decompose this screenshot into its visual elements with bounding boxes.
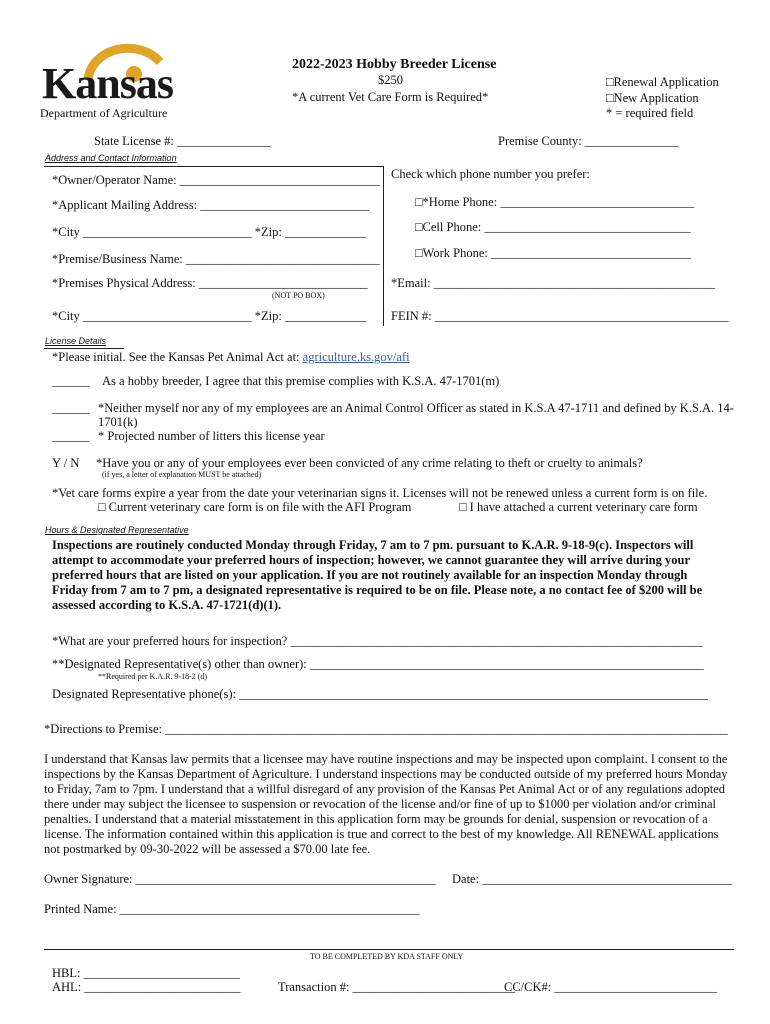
directions-field[interactable]: *Directions to Premise: __________________________________________________________________________________________	[44, 722, 728, 736]
hbl-field[interactable]: HBL: _________________________	[52, 966, 240, 980]
initial-note	[52, 350, 410, 365]
no-po-box-note: (NOT PO BOX)	[272, 291, 325, 300]
work-phone-field[interactable]: □Work Phone: ________________________________	[415, 246, 691, 260]
initial-blank-2[interactable]: ______	[52, 401, 90, 415]
initial-note-text: *Please initial. See the Kansas Pet Animal Act at:	[52, 350, 303, 364]
kda-logo	[38, 40, 173, 122]
license-section-rule	[44, 348, 124, 349]
logo-department: Department of Agriculture	[40, 106, 168, 120]
mailing-city-zip-field[interactable]: *City ___________________________ *Zip: _____________	[52, 225, 367, 239]
premise-county-field[interactable]: Premise County: _______________	[498, 134, 679, 148]
vet-form-requirement: *A current Vet Care Form is Required*	[292, 90, 489, 104]
form-title: 2022-2023 Hobby Breeder License	[292, 57, 497, 72]
email-field[interactable]: *Email: _____________________________________________	[391, 276, 715, 290]
owner-signature-field[interactable]: Owner Signature: ________________________________________________	[44, 872, 436, 886]
projected-litters-statement: * Projected number of litters this license year	[98, 429, 325, 443]
designated-rep-phone-field[interactable]: Designated Representative phone(s): ___________________________________________________________________________	[52, 687, 708, 701]
owner-name-field[interactable]: *Owner/Operator Name: ________________________________	[52, 173, 380, 187]
premise-name-field[interactable]: *Premise/Business Name: _______________________________	[52, 252, 380, 266]
address-section-rule	[44, 166, 384, 167]
fein-field[interactable]: FEIN #: _______________________________________________	[391, 309, 729, 323]
hobby-breeder-agreement: As a hobby breeder, I agree that this premise complies with K.S.A. 47-1701(m)	[102, 374, 500, 388]
yes-no-choice[interactable]: Y / N	[52, 456, 80, 470]
vet-form-attached-checkbox[interactable]: □ I have attached a current veterinary care form	[459, 500, 698, 514]
address-column-divider	[383, 166, 384, 326]
address-section-heading: Address and Contact Information	[45, 153, 177, 163]
staff-section-rule	[44, 949, 734, 950]
renewal-application-checkbox[interactable]: □Renewal Application	[606, 75, 719, 89]
vet-care-note: *Vet care forms expire a year from the date your veterinarian signs it. Licenses will not be renewed unless a current form is on file.	[52, 486, 708, 500]
cc-ck-field[interactable]: CC/CK#: __________________________	[504, 980, 717, 994]
initial-blank-3[interactable]: ______	[52, 429, 90, 443]
inspection-hours-paragraph: Inspections are routinely conducted Monday through Friday, 7 am to 7 pm. pursuant to K.A.R. 9-18-9(c). Inspectors will attempt to accommodate your preferred hours of inspection; however, we cannot guarantee they will arrive during your preferred hours that are listed on your application. If you are not routinely available for an inspection Monday through Friday from 7 am to 7 pm, a designated representative is required to be on file. Please note, a no contact fee of $200 will be assessed according to K.S.A. 47-1721(d)(1).	[52, 538, 703, 612]
designated-rep-field[interactable]: **Designated Representative(s) other than owner): _______________________________________________________________	[52, 657, 704, 671]
required-field-note: * = required field	[606, 106, 694, 120]
transaction-field[interactable]: Transaction #: __________________________	[278, 980, 516, 994]
license-fee: $250	[378, 73, 403, 87]
conviction-question: *Have you or any of your employees ever been convicted of any crime relating to theft or cruelty to animals?	[96, 456, 643, 470]
state-license-field[interactable]: State License #: _______________	[94, 134, 271, 148]
phone-preference-prompt: Check which phone number you prefer:	[391, 167, 590, 181]
mailing-address-field[interactable]: *Applicant Mailing Address: ___________________________	[52, 198, 369, 212]
new-application-checkbox[interactable]: □New Application	[606, 91, 699, 105]
logo-wordmark: Kansas	[42, 59, 173, 108]
license-section-heading: License Details	[45, 336, 107, 346]
preferred-hours-field[interactable]: *What are your preferred hours for inspection? __________________________________________________________________	[52, 634, 703, 648]
home-phone-field[interactable]: □*Home Phone: _______________________________	[415, 195, 695, 209]
required-per-note: **Required per K.A.R. 9-18-2 (d)	[98, 672, 208, 681]
ahl-field[interactable]: AHL: _________________________	[52, 980, 241, 994]
animal-control-statement: *Neither myself nor any of my employees are an Animal Control Officer as stated in K.S.A 47-1711 and defined by K.S.A. 14-1701(k)	[98, 401, 734, 429]
signature-date-field[interactable]: Date: ________________________________________	[452, 872, 733, 886]
consent-paragraph: I understand that Kansas law permits that a licensee may have routine inspections and may be inspected upon complaint. I consent to the inspections by the Kansas Department of Agriculture. I understand inspections may be conducted outside of my preferred hours Monday to Friday, 7am to 7pm. I understand that a willful disregard of any provision of the Kansas Pet Animal Act or of any regulations adopted there under may subject the licensee to suspension or revocation of the license and/or fine of up to $1000 per violation and/or criminal penalties. I understand that a material misstatement in this application form may be grounds for denial, suspension or revocation of a license. The information contained within this application is true and correct to the best of my knowledge. All RENEWAL applications not postmarked by 09-30-2022 will be assessed a $70.00 late fee.	[44, 752, 728, 856]
cell-phone-field[interactable]: □Cell Phone: _________________________________	[415, 220, 691, 234]
afi-link[interactable]: agriculture.ks.gov/afi	[302, 350, 410, 364]
hours-section-heading: Hours & Designated Representative	[45, 525, 189, 535]
printed-name-field[interactable]: Printed Name: ________________________________________________	[44, 902, 420, 916]
staff-only-label: TO BE COMPLETED BY KDA STAFF ONLY	[310, 952, 464, 961]
conviction-note: (if yes, a letter of explanation MUST be attached)	[102, 470, 262, 479]
vet-form-on-file-checkbox[interactable]: □ Current veterinary care form is on file with the AFI Program	[98, 500, 412, 514]
premise-city-zip-field[interactable]: *City ___________________________ *Zip: _____________	[52, 309, 367, 323]
physical-address-field[interactable]: *Premises Physical Address: ___________________________	[52, 276, 368, 290]
initial-blank-1[interactable]: ______	[52, 374, 90, 388]
